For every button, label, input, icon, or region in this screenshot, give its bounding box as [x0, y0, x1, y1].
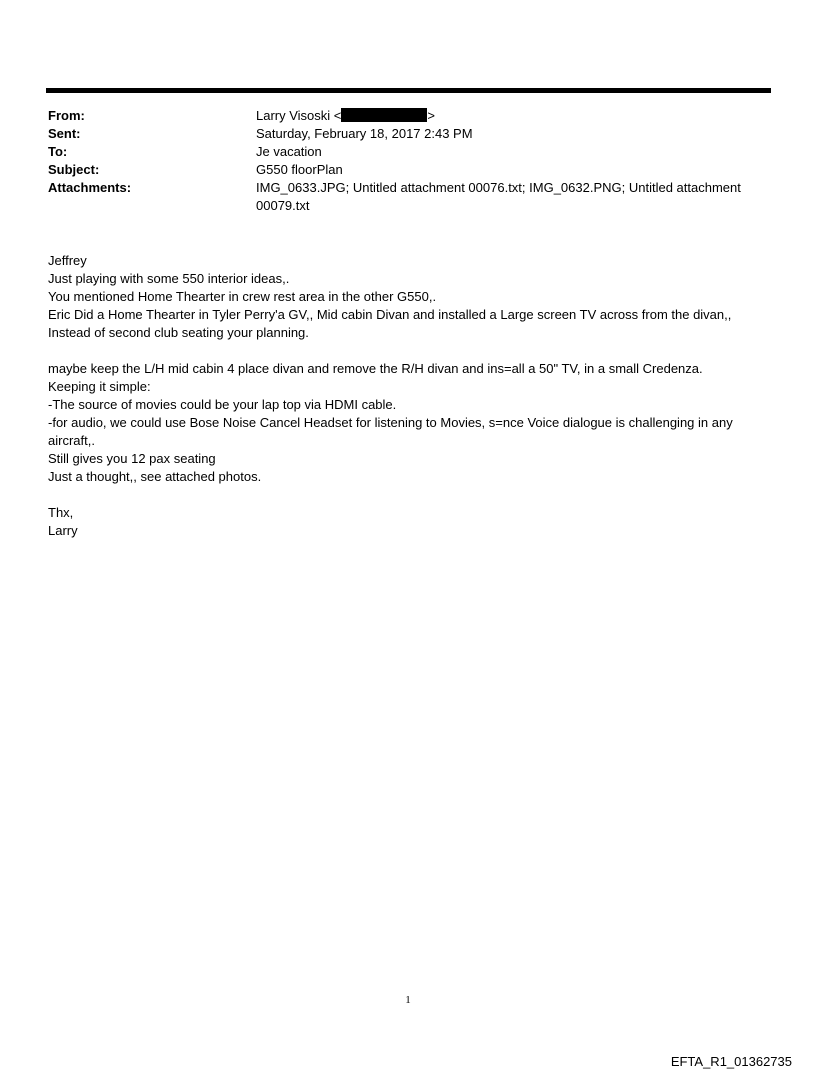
email-body	[48, 252, 758, 540]
header-row-attachments	[48, 179, 768, 215]
subject-label: Subject:	[48, 162, 100, 177]
sent-label: Sent:	[48, 126, 81, 141]
body-line: maybe keep the L/H mid cabin 4 place divan and remove the R/H divan and ins=all a 50" TV, in a small Credenza.	[48, 361, 703, 376]
page-number: 1	[405, 994, 411, 1006]
body-line: Still gives you 12 pax seating	[48, 451, 216, 466]
email-header	[48, 107, 768, 215]
header-row-sent	[48, 125, 768, 143]
redaction-box	[341, 108, 427, 122]
document-id: EFTA_R1_01362735	[670, 1054, 792, 1069]
signature-name: Larry	[48, 523, 78, 538]
header-row-from	[48, 107, 768, 125]
body-line: -for audio, we could use Bose Noise Cancel Headset for listening to Movies, s=nce Voice dialogue is challenging in any aircraft,.	[48, 415, 733, 448]
from-name: Larry Visoski <	[256, 108, 342, 123]
to-value: Je vacation	[256, 144, 322, 159]
from-value	[256, 107, 768, 125]
body-line: Eric Did a Home Thearter in Tyler Perry'a GV,, Mid cabin Divan and installed a Large screen TV across from the divan,, Instead of second club seating your planning.	[48, 307, 732, 340]
body-line: Just a thought,, see attached photos.	[48, 469, 262, 484]
header-row-to	[48, 143, 768, 161]
header-divider	[46, 88, 771, 93]
blank-line	[48, 486, 758, 504]
body-line: Jeffrey	[48, 253, 87, 268]
from-label: From:	[48, 108, 85, 123]
attachments-label: Attachments:	[48, 180, 132, 195]
to-label: To:	[48, 144, 68, 159]
body-line: Keeping it simple:	[48, 379, 151, 394]
body-line: Just playing with some 550 interior ideas,.	[48, 271, 290, 286]
signoff: Thx,	[48, 505, 74, 520]
body-line: -The source of movies could be your lap top via HDMI cable.	[48, 397, 397, 412]
sent-value: Saturday, February 18, 2017 2:43 PM	[256, 126, 473, 141]
attachments-value: IMG_0633.JPG; Untitled attachment 00076.txt; IMG_0632.PNG; Untitled attachment 00079.txt	[256, 180, 741, 213]
header-row-subject	[48, 161, 768, 179]
subject-value: G550 floorPlan	[256, 162, 343, 177]
blank-line	[48, 342, 758, 360]
from-suffix: >	[427, 108, 435, 123]
body-line: You mentioned Home Thearter in crew rest area in the other G550,.	[48, 289, 437, 304]
